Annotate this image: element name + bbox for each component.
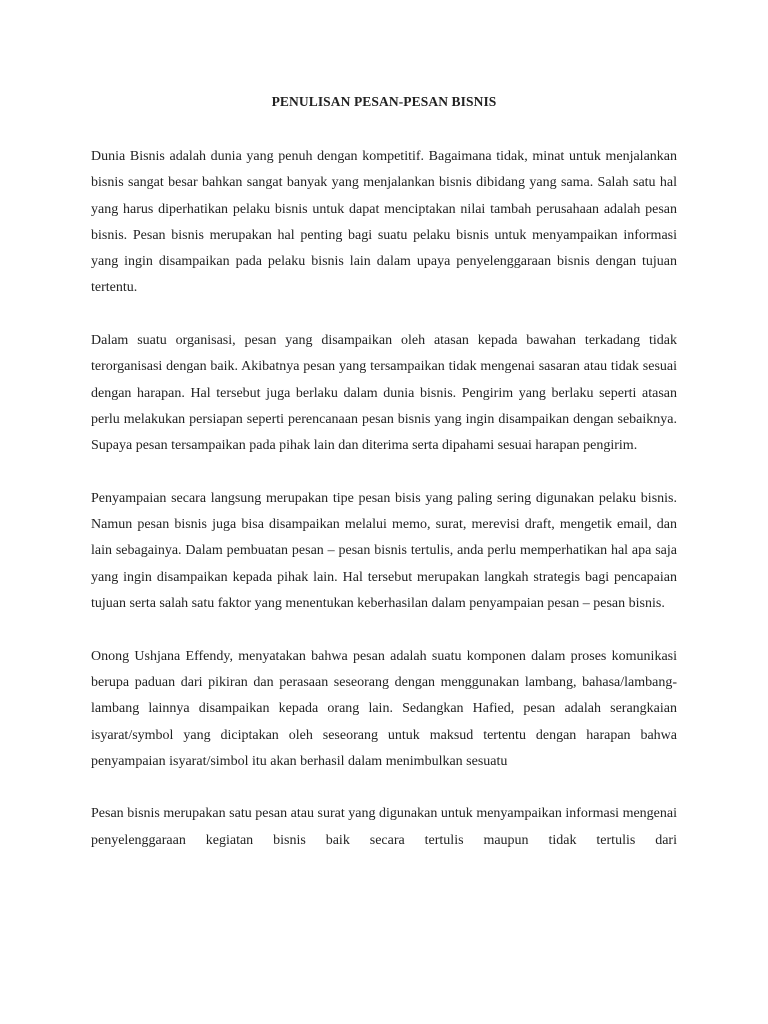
paragraph-5: Pesan bisnis merupakan satu pesan atau surat yang digunakan untuk menyampaikan informasi mengenai penyelenggaraan kegiatan bisnis baik secara tertulis maupun tidak tertulis dari (91, 806, 677, 848)
paragraph-1: Dunia Bisnis adalah dunia yang penuh dengan kompetitif. Bagaimana tidak, minat untuk menjalankan bisnis sangat besar bahkan sangat banyak yang menjalankan bisnis dibidang yang sama. Salah satu hal yang harus diperhatikan pelaku bisnis untuk dapat menciptakan nilai tambah perusahaan adalah pesan bisnis. Pesan bisnis merupakan hal penting bagi suatu pelaku bisnis untuk menyampaikan informasi yang ingin disampaikan pada pelaku bisnis lain dalam upaya penyelenggaraan bisnis dengan tujuan tertentu. (91, 149, 677, 296)
paragraph-2: Dalam suatu organisasi, pesan yang disampaikan oleh atasan kepada bawahan terkadang tidak terorganisasi dengan baik. Akibatnya pesan yang tersampaikan tidak mengenai sasaran atau tidak sesuai dengan harapan. Hal tersebut juga berlaku dalam dunia bisnis. Pengirim yang berlaku seperti atasan perlu melakukan persiapan seperti perencanaan pesan bisnis yang ingin disampaikan dengan sebaiknya. Supaya pesan tersampaikan pada pihak lain dan diterima serta dipahami sesuai harapan pengirim. (91, 333, 677, 454)
document-body (91, 144, 677, 854)
document-title: PENULISAN PESAN-PESAN BISNIS (271, 94, 497, 109)
paragraph-3: Penyampaian secara langsung merupakan tipe pesan bisis yang paling sering digunakan pelaku bisnis. Namun pesan bisnis juga bisa disampaikan melalui memo, surat, merevisi draft, mengetik email, dan lain sebagainya. Dalam pembuatan pesan – pesan bisnis tertulis, anda perlu memperhatikan hal apa saja yang ingin disampaikan kepada pihak lain. Hal tersebut merupakan langkah strategis bagi pencapaian tujuan serta salah satu faktor yang menentukan keberhasilan dalam penyampaian pesan – pesan bisnis. (91, 490, 677, 612)
paragraph-4: Onong Ushjana Effendy, menyatakan bahwa pesan adalah suatu komponen dalam proses komunikasi berupa paduan dari pikiran dan perasaan seseorang dengan menggunakan lambang, bahasa/lambang-lambang lainnya disampaikan kepada orang lain. Sedangkan Hafied, pesan adalah serangkaian isyarat/symbol yang diciptakan oleh seseorang untuk maksud tertentu dengan harapan bahwa penyampaian isyarat/simbol itu akan berhasil dalam menimbulkan sesuatu (91, 648, 677, 769)
